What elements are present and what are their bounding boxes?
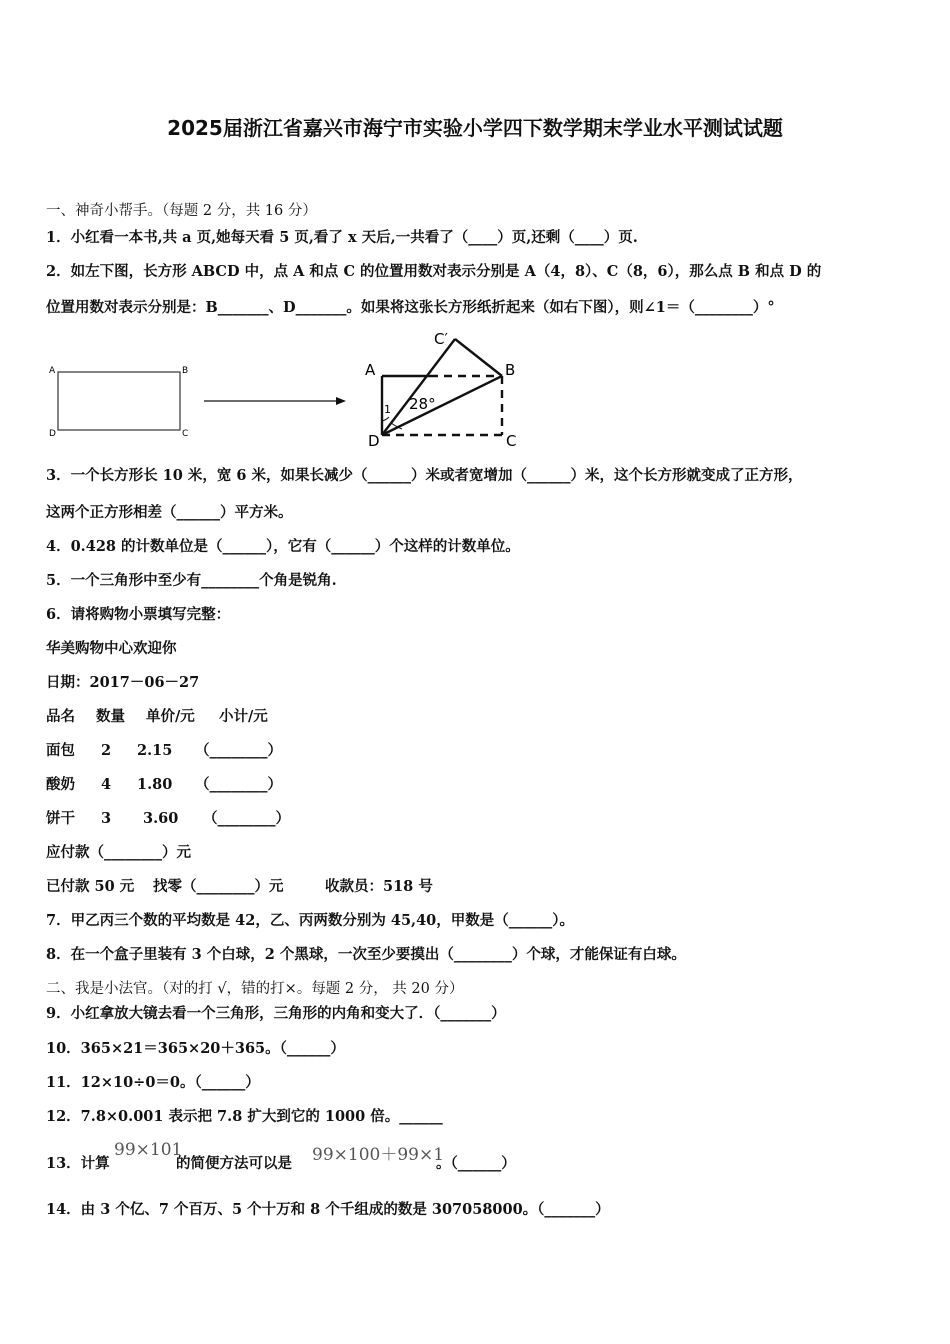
fold-edge-cb xyxy=(455,339,502,376)
receipt-row-name: 饼干 xyxy=(46,810,75,827)
question-13-expression-2: 99×100＋99×1 xyxy=(312,1145,445,1165)
question-5: 5．一个三角形中至少有________个角是锐角. xyxy=(46,572,337,589)
receipt-row-subtotal: （________） xyxy=(203,810,290,827)
question-3-line-2: 这两个正方形相差（______）平方米。 xyxy=(46,504,293,521)
receipt-row-name: 酸奶 xyxy=(46,776,75,793)
question-4: 4．0.428 的计数单位是（______），它有（______）个这样的计数单位。 xyxy=(46,538,520,555)
question-10: 10．365×21＝365×20＋365。（______） xyxy=(46,1040,345,1057)
section-heading-2: 二、我是小法官。（对的打 √，错的打×。每题 2 分， 共 20 分） xyxy=(46,981,464,997)
label-d-right: D xyxy=(368,432,380,450)
fold-edge-dc xyxy=(382,339,455,435)
label-b-left: B xyxy=(182,366,189,376)
label-a-left: A xyxy=(49,366,56,376)
receipt-row-price: 3.60 xyxy=(143,810,179,827)
label-angle-1: 1 xyxy=(384,403,391,416)
question-13-suffix: 。（______） xyxy=(436,1155,516,1172)
receipt-amount-due: 应付款（________）元 xyxy=(46,844,191,861)
receipt-amount-paid: 已付款 50 元 xyxy=(46,878,135,895)
question-13-prefix: 13．计算 xyxy=(46,1155,110,1172)
label-a-right: A xyxy=(365,361,376,379)
question-11: 11．12×10÷0＝0。（______） xyxy=(46,1074,260,1091)
receipt-row-qty: 2 xyxy=(101,742,112,759)
label-d-left: D xyxy=(49,429,56,439)
receipt-row-subtotal: （________） xyxy=(195,776,282,793)
question-13-expression-1: 99×101 xyxy=(114,1140,183,1160)
receipt-cashier: 收款员：518 号 xyxy=(325,878,433,895)
question-14: 14．由 3 个亿、7 个百万、5 个十万和 8 个千组成的数是 307058000。（_______） xyxy=(46,1201,610,1218)
label-c-left: C xyxy=(182,429,189,439)
receipt-row-price: 1.80 xyxy=(137,776,173,793)
receipt-row-qty: 3 xyxy=(101,810,112,827)
question-1: 1．小红看一本书,共 a 页,她每天看 5 页,看了 x 天后,一共看了（____）页,还剩（____）页. xyxy=(46,229,638,246)
receipt-shop-name: 华美购物中心欢迎你 xyxy=(46,640,177,657)
receipt-row-name: 面包 xyxy=(46,742,75,759)
label-c-prime: C′ xyxy=(434,330,448,348)
receipt-date: 日期：2017－06－27 xyxy=(46,674,200,691)
receipt-row-qty: 4 xyxy=(101,776,112,793)
question-12: 12．7.8×0.001 表示把 7.8 扩大到它的 1000 倍。______ xyxy=(46,1108,443,1125)
question-7: 7．甲乙丙三个数的平均数是 42，乙、丙两数分别为 45,40，甲数是（______）。 xyxy=(46,912,575,929)
question-2-line-2: 位置用数对表示分别是：B_______、D_______。如果将这张长方形纸折起来（如右下图），则∠1＝（________）° xyxy=(46,299,775,316)
question-13-middle: 的简便方法可以是 xyxy=(176,1155,292,1172)
label-b-right: B xyxy=(505,361,516,379)
question-2-figure xyxy=(40,325,540,455)
fold-diagonal-db xyxy=(382,376,502,435)
question-8: 8．在一个盒子里装有 3 个白球，2 个黑球，一次至少要摸出（________）个球，才能保证有白球。 xyxy=(46,946,686,963)
receipt-header-price: 单价/元 xyxy=(146,708,195,725)
section-heading-1: 一、神奇小帮手。（每题 2 分，共 16 分） xyxy=(46,203,317,219)
question-9: 9．小红拿放大镜去看一个三角形，三角形的内角和变大了．（_______） xyxy=(46,1005,506,1022)
receipt-row-price: 2.15 xyxy=(137,742,173,759)
question-2-line-1: 2．如左下图，长方形 ABCD 中，点 A 和点 C 的位置用数对表示分别是 A（4，8）、C（8，6），那么点 B 和点 D 的 xyxy=(46,263,822,280)
question-6: 6．请将购物小票填写完整： xyxy=(46,606,231,623)
label-c-right: C xyxy=(506,432,517,450)
receipt-change: 找零（________）元 xyxy=(153,878,284,895)
receipt-header-name: 品名 xyxy=(46,708,75,725)
receipt-row-subtotal: （________） xyxy=(195,742,282,759)
arrow-head xyxy=(336,397,346,405)
question-3-line-1: 3．一个长方形长 10 米，宽 6 米，如果长减少（______）米或者宽增加（______）米，这个长方形就变成了正方形， xyxy=(46,467,803,484)
page-title: 2025届浙江省嘉兴市海宁市实验小学四下数学期末学业水平测试试题 xyxy=(167,116,783,140)
receipt-header-qty: 数量 xyxy=(96,708,125,725)
label-angle-28: 28° xyxy=(409,395,436,413)
rectangle-abcd xyxy=(58,372,180,430)
receipt-header-subtotal: 小计/元 xyxy=(219,708,268,725)
